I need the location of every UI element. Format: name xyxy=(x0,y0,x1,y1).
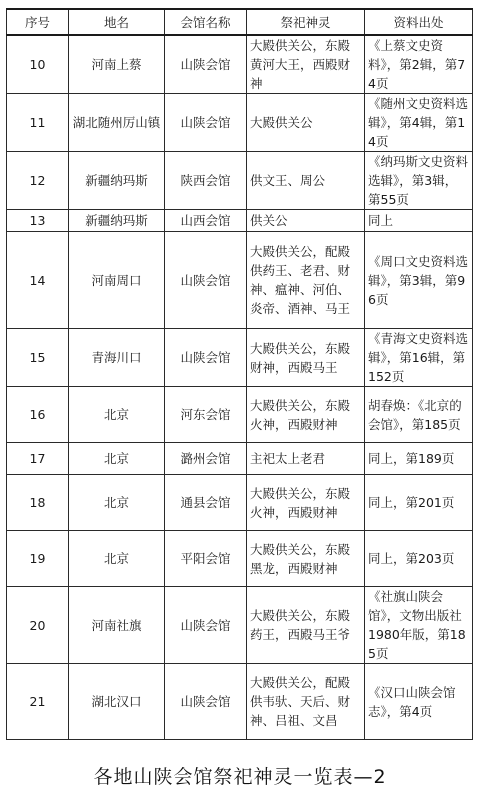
header-place: 地名 xyxy=(69,9,165,35)
cell-place: 河南周口 xyxy=(69,232,165,329)
table-header-row xyxy=(7,9,473,35)
table-body xyxy=(7,35,473,740)
cell-number: 13 xyxy=(7,210,69,232)
cell-hall: 山陕会馆 xyxy=(165,94,247,152)
cell-hall: 山陕会馆 xyxy=(165,587,247,664)
header-source: 资料出处 xyxy=(365,9,473,35)
cell-deity: 大殿供关公，东殿药王，西殿马王爷 xyxy=(247,587,365,664)
cell-number: 11 xyxy=(7,94,69,152)
table-row xyxy=(7,531,473,587)
deity-table xyxy=(6,8,473,740)
table-row xyxy=(7,664,473,740)
cell-place: 青海川口 xyxy=(69,329,165,387)
cell-number: 19 xyxy=(7,531,69,587)
cell-source: 《周口文史资料选辑》，第3辑，第96页 xyxy=(365,232,473,329)
cell-deity: 大殿供关公 xyxy=(247,94,365,152)
cell-deity: 大殿供关公，东殿火神，西殿财神 xyxy=(247,387,365,443)
cell-source: 同上，第203页 xyxy=(365,531,473,587)
cell-number: 21 xyxy=(7,664,69,740)
cell-source: 《青海文史资料选辑》，第16辑，第152页 xyxy=(365,329,473,387)
cell-deity: 供关公 xyxy=(247,210,365,232)
cell-number: 14 xyxy=(7,232,69,329)
cell-source: 同上 xyxy=(365,210,473,232)
table-row xyxy=(7,94,473,152)
cell-source: 同上，第201页 xyxy=(365,475,473,531)
cell-hall: 通县会馆 xyxy=(165,475,247,531)
cell-place: 湖北汉口 xyxy=(69,664,165,740)
cell-hall: 山陕会馆 xyxy=(165,329,247,387)
cell-number: 15 xyxy=(7,329,69,387)
cell-deity: 大殿供关公，东殿黑龙，西殿财神 xyxy=(247,531,365,587)
cell-hall: 山陕会馆 xyxy=(165,664,247,740)
cell-hall: 山陕会馆 xyxy=(165,35,247,94)
cell-number: 17 xyxy=(7,443,69,475)
table-caption: 各地山陕会馆祭祀神灵一览表—2 xyxy=(93,766,387,788)
cell-deity: 大殿供关公，配殿供药王、老君、财神、瘟神、河伯、炎帝、酒神、马王 xyxy=(247,232,365,329)
cell-number: 12 xyxy=(7,152,69,210)
cell-place: 湖北随州厉山镇 xyxy=(69,94,165,152)
cell-hall: 山陕会馆 xyxy=(165,232,247,329)
table-row xyxy=(7,475,473,531)
cell-place: 北京 xyxy=(69,475,165,531)
table-row xyxy=(7,152,473,210)
table-row xyxy=(7,443,473,475)
cell-place: 北京 xyxy=(69,387,165,443)
cell-source: 《社旗山陕会馆》，文物出版社1980年版，第185页 xyxy=(365,587,473,664)
cell-place: 北京 xyxy=(69,443,165,475)
cell-deity: 主祀太上老君 xyxy=(247,443,365,475)
cell-number: 10 xyxy=(7,35,69,94)
header-number: 序号 xyxy=(7,9,69,35)
cell-source: 《上蔡文史资料》，第2辑，第74页 xyxy=(365,35,473,94)
table-row xyxy=(7,232,473,329)
cell-source: 《随州文史资料选辑》，第4辑，第14页 xyxy=(365,94,473,152)
table-row xyxy=(7,587,473,664)
cell-number: 20 xyxy=(7,587,69,664)
cell-source: 《汉口山陕会馆志》，第4页 xyxy=(365,664,473,740)
cell-deity: 大殿供关公，东殿财神，西殿马王 xyxy=(247,329,365,387)
cell-source: 同上，第189页 xyxy=(365,443,473,475)
header-deity: 祭祀神灵 xyxy=(247,9,365,35)
cell-number: 16 xyxy=(7,387,69,443)
cell-hall: 潞州会馆 xyxy=(165,443,247,475)
header-hall: 会馆名称 xyxy=(165,9,247,35)
table-row xyxy=(7,210,473,232)
cell-deity: 大殿供关公，东殿黄河大王，西殿财神 xyxy=(247,35,365,94)
cell-deity: 大殿供关公，东殿火神，西殿财神 xyxy=(247,475,365,531)
cell-source: 胡春焕：《北京的会馆》，第185页 xyxy=(365,387,473,443)
cell-place: 新疆纳玛斯 xyxy=(69,152,165,210)
cell-hall: 河东会馆 xyxy=(165,387,247,443)
cell-place: 北京 xyxy=(69,531,165,587)
cell-hall: 平阳会馆 xyxy=(165,531,247,587)
cell-place: 河南社旗 xyxy=(69,587,165,664)
cell-source: 《纳玛斯文史资料选辑》，第3辑，第55页 xyxy=(365,152,473,210)
cell-place: 河南上蔡 xyxy=(69,35,165,94)
table-row xyxy=(7,35,473,94)
cell-hall: 山西会馆 xyxy=(165,210,247,232)
cell-number: 18 xyxy=(7,475,69,531)
cell-deity: 大殿供关公，配殿供韦驮、天后、财神、吕祖、文昌 xyxy=(247,664,365,740)
cell-deity: 供文王、周公 xyxy=(247,152,365,210)
table-row xyxy=(7,387,473,443)
table-row xyxy=(7,329,473,387)
cell-place: 新疆纳玛斯 xyxy=(69,210,165,232)
cell-hall: 陕西会馆 xyxy=(165,152,247,210)
